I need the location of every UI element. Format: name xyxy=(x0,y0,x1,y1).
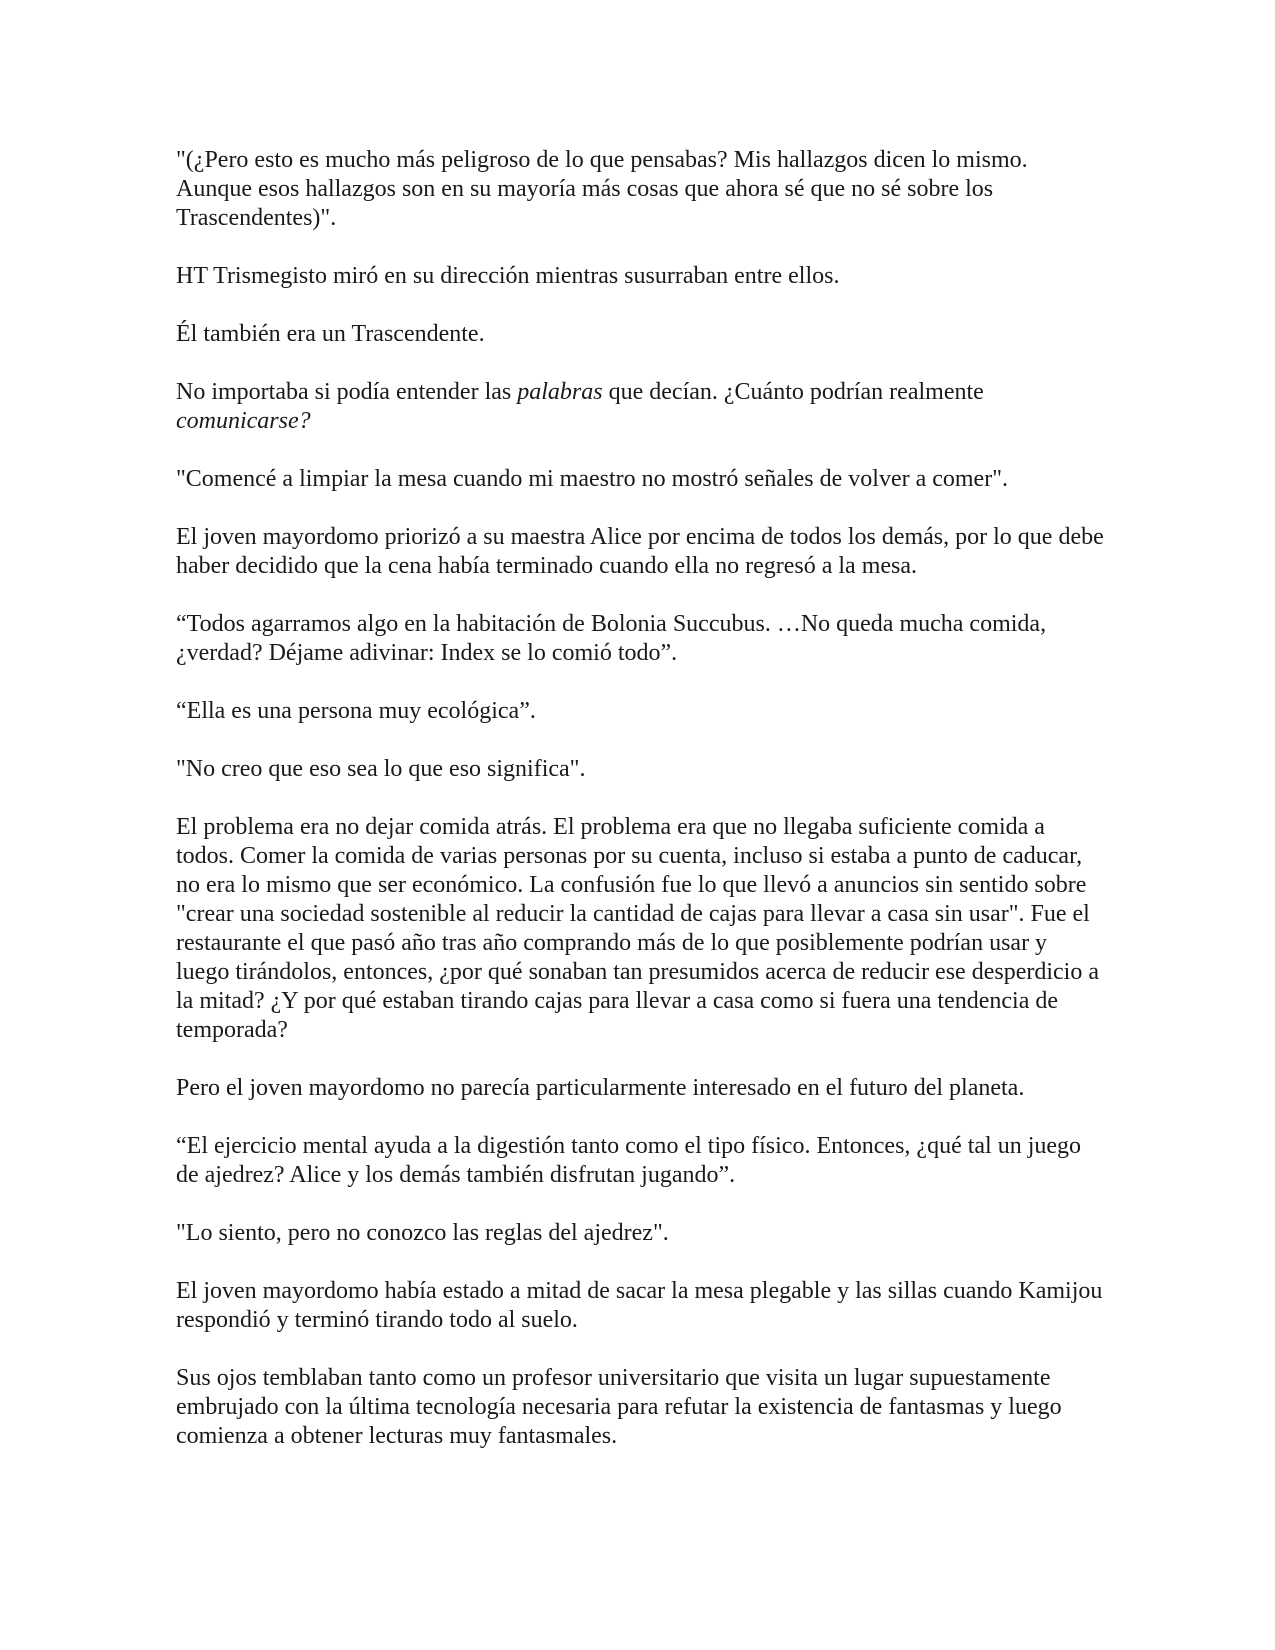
paragraph-4-text-before: No importaba si podía entender las xyxy=(176,379,518,405)
paragraph-8: “Ella es una persona muy ecológica”. xyxy=(176,698,536,724)
paragraph-10: El problema era no dejar comida atrás. El problema era que no llegaba suficiente comida a todos. Comer la comida de varias personas por su cuenta, incluso si estaba a punto de caducar, no era lo mismo que ser económico. La confusión fue lo que llevó a anuncios sin sentido sobre "crear una sociedad sostenible al reducir la cantidad de cajas para llevar a casa sin usar". Fue el restaurante el que pasó año tras año comprando más de lo que posiblemente podrían usar y luego tirándolos, entonces, ¿por qué sonaban tan presumidos acerca de reducir ese desperdicio a la mitad? ¿Y por qué estaban tirando cajas para llevar a casa como si fuera una tendencia de temporada? xyxy=(176,814,1099,1043)
paragraph-5: "Comencé a limpiar la mesa cuando mi maestro no mostró señales de volver a comer". xyxy=(176,466,1008,492)
paragraph-4 xyxy=(176,378,1106,436)
paragraph-3: Él también era un Trascendente. xyxy=(176,321,485,347)
paragraph-12: “El ejercicio mental ayuda a la digestión tanto como el tipo físico. Entonces, ¿qué tal un juego de ajedrez? Alice y los demás también disfrutan jugando”. xyxy=(176,1133,1082,1188)
paragraph-6: El joven mayordomo priorizó a su maestra Alice por encima de todos los demás, por lo que debe haber decidido que la cena había terminado cuando ella no regresó a la mesa. xyxy=(176,524,1104,579)
paragraph-11: Pero el joven mayordomo no parecía particularmente interesado en el futuro del planeta. xyxy=(176,1075,1025,1101)
paragraph-15: Sus ojos temblaban tanto como un profesor universitario que visita un lugar supuestamente embrujado con la última tecnología necesaria para refutar la existencia de fantasmas y luego comienza a obtener lecturas muy fantasmales. xyxy=(176,1365,1062,1449)
paragraph-9: "No creo que eso sea lo que eso significa". xyxy=(176,756,586,782)
paragraph-4-emphasis-comunicarse: comunicarse? xyxy=(176,408,311,434)
paragraph-14: El joven mayordomo había estado a mitad de sacar la mesa plegable y las sillas cuando Kamijou respondió y terminó tirando todo al suelo. xyxy=(176,1278,1103,1333)
document-page xyxy=(176,146,1106,1480)
paragraph-4-emphasis-palabras: palabras xyxy=(517,379,603,405)
paragraph-13: "Lo siento, pero no conozco las reglas del ajedrez". xyxy=(176,1220,669,1246)
paragraph-7: “Todos agarramos algo en la habitación de Bolonia Succubus. …No queda mucha comida, ¿verdad? Déjame adivinar: Index se lo comió todo”. xyxy=(176,611,1047,666)
paragraph-1: "(¿Pero esto es mucho más peligroso de lo que pensabas? Mis hallazgos dicen lo mismo. Aunque esos hallazgos son en su mayoría más cosas que ahora sé que no sé sobre los Trascendentes)". xyxy=(176,147,1028,231)
paragraph-4-text-middle: que decían. ¿Cuánto podrían realmente xyxy=(602,379,984,405)
paragraph-2: HT Trismegisto miró en su dirección mientras susurraban entre ellos. xyxy=(176,263,840,289)
